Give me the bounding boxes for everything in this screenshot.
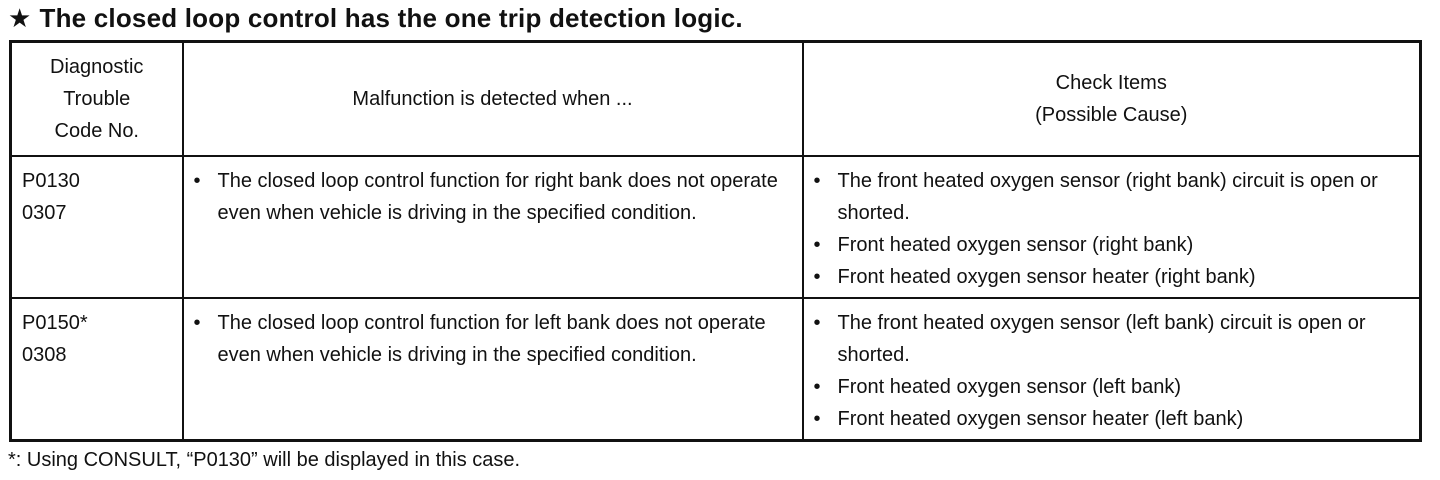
dtc-code-cell: P0150* 0308 xyxy=(11,298,183,441)
check-items-cell xyxy=(803,298,1421,441)
bullet-item: • The closed loop control function for left bank does not operate even when vehicle is driving in the specified condition. xyxy=(194,307,792,371)
bullet-item: • The front heated oxygen sensor (left bank) circuit is open or shorted. xyxy=(814,307,1410,371)
table-header-row xyxy=(11,42,1421,156)
bullet-icon: • xyxy=(813,233,821,256)
bullet-icon: • xyxy=(813,169,821,192)
bullet-item: • Front heated oxygen sensor (right bank) xyxy=(814,229,1410,261)
malfunction-cell xyxy=(183,156,803,298)
footnote: *: Using CONSULT, “P0130” will be displayed in this case. xyxy=(8,449,521,471)
dtc-code-cell: P0130 0307 xyxy=(11,156,183,298)
bullet-item: • Front heated oxygen sensor heater (left bank) xyxy=(814,403,1410,435)
table-row xyxy=(11,156,1421,298)
bullet-item: • The front heated oxygen sensor (right bank) circuit is open or shorted. xyxy=(814,165,1410,229)
bullet-icon: • xyxy=(813,407,821,430)
dtc-table xyxy=(9,40,1422,442)
check-items-cell xyxy=(803,156,1421,298)
bullet-icon: • xyxy=(813,311,821,334)
bullet-item: • The closed loop control function for right bank does not operate even when vehicle is driving in the specified condition. xyxy=(194,165,792,229)
malfunction-cell xyxy=(183,298,803,441)
page-heading xyxy=(8,3,743,34)
header-malfunction: Malfunction is detected when ... xyxy=(183,42,803,156)
heading-text: The closed loop control has the one trip detection logic. xyxy=(39,3,743,33)
bullet-icon: • xyxy=(813,265,821,288)
bullet-item: • Front heated oxygen sensor heater (right bank) xyxy=(814,261,1410,293)
bullet-icon: • xyxy=(813,375,821,398)
table-row xyxy=(11,298,1421,441)
bullet-icon: • xyxy=(193,311,201,334)
header-dtc-code: Diagnostic Trouble Code No. xyxy=(11,42,183,156)
star-icon: ★ xyxy=(8,3,32,33)
bullet-item: • Front heated oxygen sensor (left bank) xyxy=(814,371,1410,403)
bullet-icon: • xyxy=(193,169,201,192)
header-check-items: Check Items (Possible Cause) xyxy=(803,42,1421,156)
